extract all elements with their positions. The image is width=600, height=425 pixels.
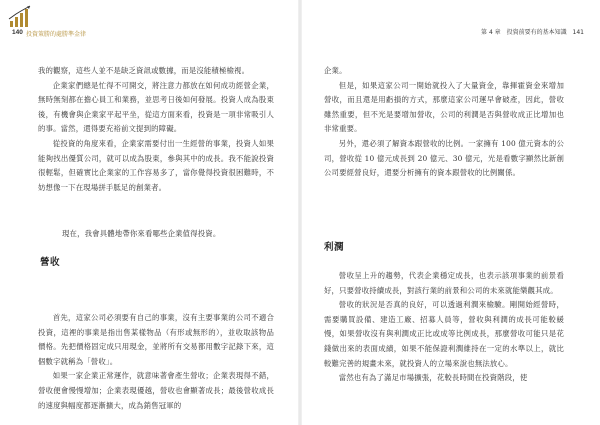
paragraph: 營收的狀況是否真的良好，可以透過利潤來檢驗。剛開始經營時，需要購買設備、建造工廠、招募人員等，營收與利潤的成長可能較緩慢，如果營收沒有與利潤成正比或成等比例成長，那麼營收可能只是花錢做出來的表面成績，如果不能保證利潤維持在一定的水準以上，就比較難完善的規畫未來，就投資人的立場來說也無法放心。	[324, 300, 564, 368]
book-gutter	[298, 0, 302, 425]
book-title: 投資策勝的處勝準金律	[26, 31, 87, 38]
paragraph: 我的觀察，這些人並不是缺乏資訊或數據，而是沒能積極檢視。	[38, 66, 250, 75]
left-body-top	[38, 64, 274, 195]
chapter-label: 第 4 章	[481, 29, 501, 36]
paragraph: 企業。	[324, 66, 347, 75]
right-page-number: 141	[572, 29, 584, 36]
paragraph: 現在，我會具體地帶你來看哪些企業值得投資。	[62, 229, 221, 238]
section-heading-revenue: 營收	[40, 257, 61, 268]
paragraph: 營收呈上升的趨勢，代表企業穩定成長，也表示該項事業的前景看好，只要營收持續成長，對該行業的前景和公司的未來就能樂觀其成。	[324, 271, 564, 295]
paragraph: 首先，這家公司必須要有自己的事業，沒有主要事業的公司不適合投資，這裡的事業是指出售某樣物品（有形或無形的），並收取該物品價格。先把價格固定成只用現金，並將所有交易都用數字記錄下來，這個數字就稱為「營收」。	[38, 313, 274, 366]
paragraph: 企業家們總是忙得不可開交，將注意力都放在如何成功經營企業，無時無刻都在擔心員工和業務，並思考日後如何發展。投資人成為股東後，有機會與企業家平起平坐，從這方面來看，投資是一項非常吸引人的事。當然，還得要充裕前文提到的障礙。	[38, 80, 274, 134]
paragraph: 從投資的角度來看，企業家需要付出一生經營的事業，投資人如果能夠找出優質公司，就可以成為股東，參與其中的成長。我不能說投資很輕鬆，但確實比企業家的工作容易多了，當你覺得投資很困難時，不妨想像一下在現場拼手胝足的創業者。	[38, 138, 274, 192]
left-page-number: 140	[12, 29, 23, 36]
paragraph: 如果一家企業正常運作，就意味著會產生營收；企業表現得不錯，營收便會慢慢增加；企業表現優越，營收也會顯著成長；最後營收成長的速度與幅度都逐漸擴大，成為銷售冠軍的	[38, 371, 274, 410]
right-body-top	[324, 64, 564, 181]
left-header	[8, 4, 128, 40]
section-heading-profit: 利潤	[324, 242, 345, 253]
paragraph: 但是，如果這家公司一開始就投入了大量資金，靠揮霍資金來增加營收，而且還是用虧損的方式，那麼這家公司運早會破產，因此，營收雖然重要，但不光是要增加營收，公司的利潤是否與營收成正比增加也非常重要。	[324, 80, 564, 134]
left-transition	[62, 227, 274, 242]
chapter-title: 投資前要有的基本知識	[506, 29, 567, 36]
right-body-bottom	[324, 269, 564, 386]
left-body-bottom	[38, 311, 274, 413]
paragraph: 當然也有為了滿足市場擴張，花較長時間在投資階段，使	[338, 373, 528, 383]
paragraph: 另外，還必須了解資本跟營收的比例。一家擁有 100 億元資本的公司，營收從 10 億元成長到 20 億元、30 億元，光是看數字顯然比新創公司要經營良好，還要分析擁有的資本跟營收的比例關係。	[324, 138, 564, 178]
right-header	[477, 27, 584, 36]
